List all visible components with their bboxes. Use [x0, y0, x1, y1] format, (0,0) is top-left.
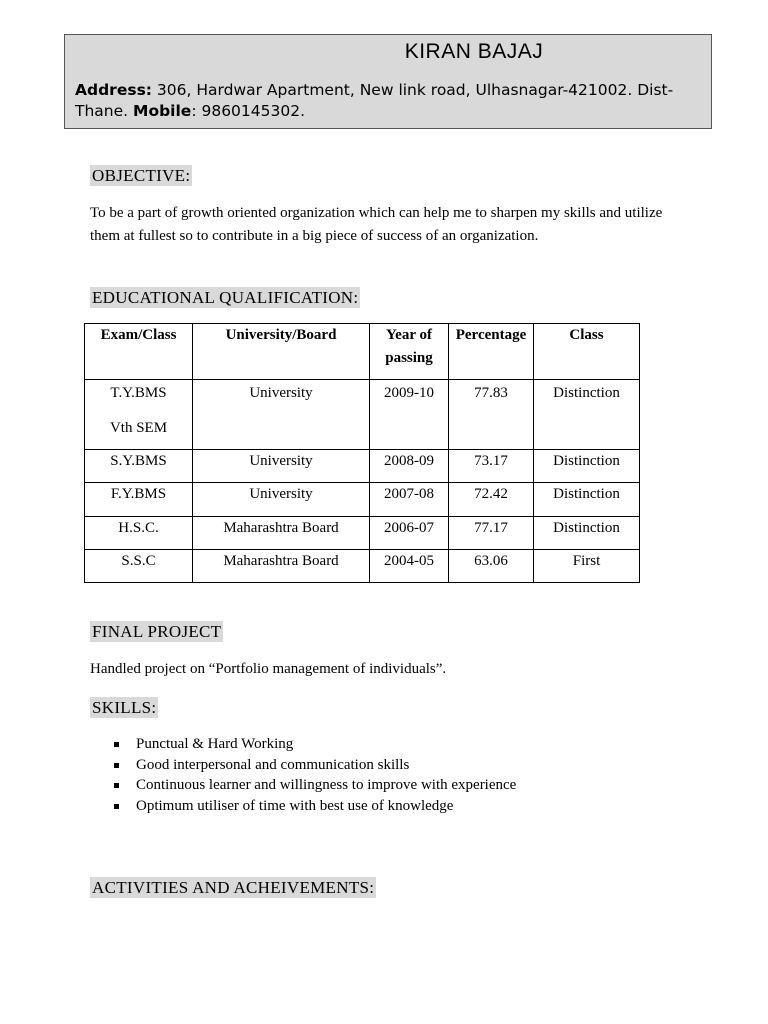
candidate-name: KIRAN BAJAJ [404, 40, 544, 63]
exam-cell: S.S.C [85, 550, 193, 583]
objective-heading: OBJECTIVE: [92, 166, 191, 185]
year-cell: 2007-08 [370, 483, 449, 517]
year-cell: 2008-09 [370, 450, 449, 483]
list-item: Continuous learner and willingness to improve with experience [112, 775, 516, 796]
year-cell: 2006-07 [370, 517, 449, 550]
percentage-cell: 77.17 [449, 517, 534, 550]
table-header-row [85, 324, 640, 380]
column-header: University/Board [193, 324, 370, 380]
class-cell: First [534, 550, 640, 583]
column-header: Year of passing [370, 324, 449, 380]
board-cell: Maharashtra Board [193, 550, 370, 583]
board-cell: University [193, 450, 370, 483]
education-heading: EDUCATIONAL QUALIFICATION: [92, 288, 359, 307]
project-heading: FINAL PROJECT [92, 622, 222, 641]
activities-heading: ACTIVITIES AND ACHEIVEMENTS: [92, 878, 375, 897]
skills-heading: SKILLS: [92, 698, 157, 717]
percentage-cell: 63.06 [449, 550, 534, 583]
class-cell: Distinction [534, 380, 640, 450]
exam-cell: S.Y.BMS [85, 450, 193, 483]
address-label: Address: [75, 81, 152, 99]
education-table [84, 323, 640, 583]
list-item: Punctual & Hard Working [112, 734, 516, 755]
year-cell: 2009-10 [370, 380, 449, 450]
list-item: Good interpersonal and communication skills [112, 755, 516, 776]
table-row [85, 380, 640, 450]
contact-details [75, 80, 705, 122]
percentage-cell: 73.17 [449, 450, 534, 483]
table-row [85, 483, 640, 517]
board-cell: University [193, 380, 370, 450]
year-cell: 2004-05 [370, 550, 449, 583]
table-row [85, 517, 640, 550]
class-cell: Distinction [534, 483, 640, 517]
mobile-label: Mobile [133, 102, 192, 120]
exam-cell: F.Y.BMS [85, 483, 193, 517]
exam-name: T.Y.BMS [110, 385, 167, 401]
board-cell: University [193, 483, 370, 517]
class-cell: Distinction [534, 517, 640, 550]
board-cell: Maharashtra Board [193, 517, 370, 550]
header-box [64, 34, 712, 129]
exam-cell: H.S.C. [85, 517, 193, 550]
table-row [85, 550, 640, 583]
list-item: Optimum utiliser of time with best use of knowledge [112, 796, 516, 817]
exam-cell [85, 380, 193, 450]
column-header: Percentage [449, 324, 534, 380]
mobile-text: : 9860145302. [191, 102, 306, 120]
table-row [85, 450, 640, 483]
class-cell: Distinction [534, 450, 640, 483]
column-header: Exam/Class [85, 324, 193, 380]
percentage-cell: 77.83 [449, 380, 534, 450]
skills-list [112, 734, 516, 816]
address-text: 306, Hardwar Apartment, New link road, Ulhasnagar-421002. Dist-Thane. [75, 81, 674, 120]
percentage-cell: 72.42 [449, 483, 534, 517]
project-text: Handled project on “Portfolio management of individuals”. [90, 661, 447, 677]
exam-semester: Vth SEM [109, 420, 168, 436]
column-header: Class [534, 324, 640, 380]
objective-text: To be a part of growth oriented organization which can help me to sharpen my skills and utilize them at fullest so to contribute in a big piece of success of an organization. [90, 205, 663, 244]
